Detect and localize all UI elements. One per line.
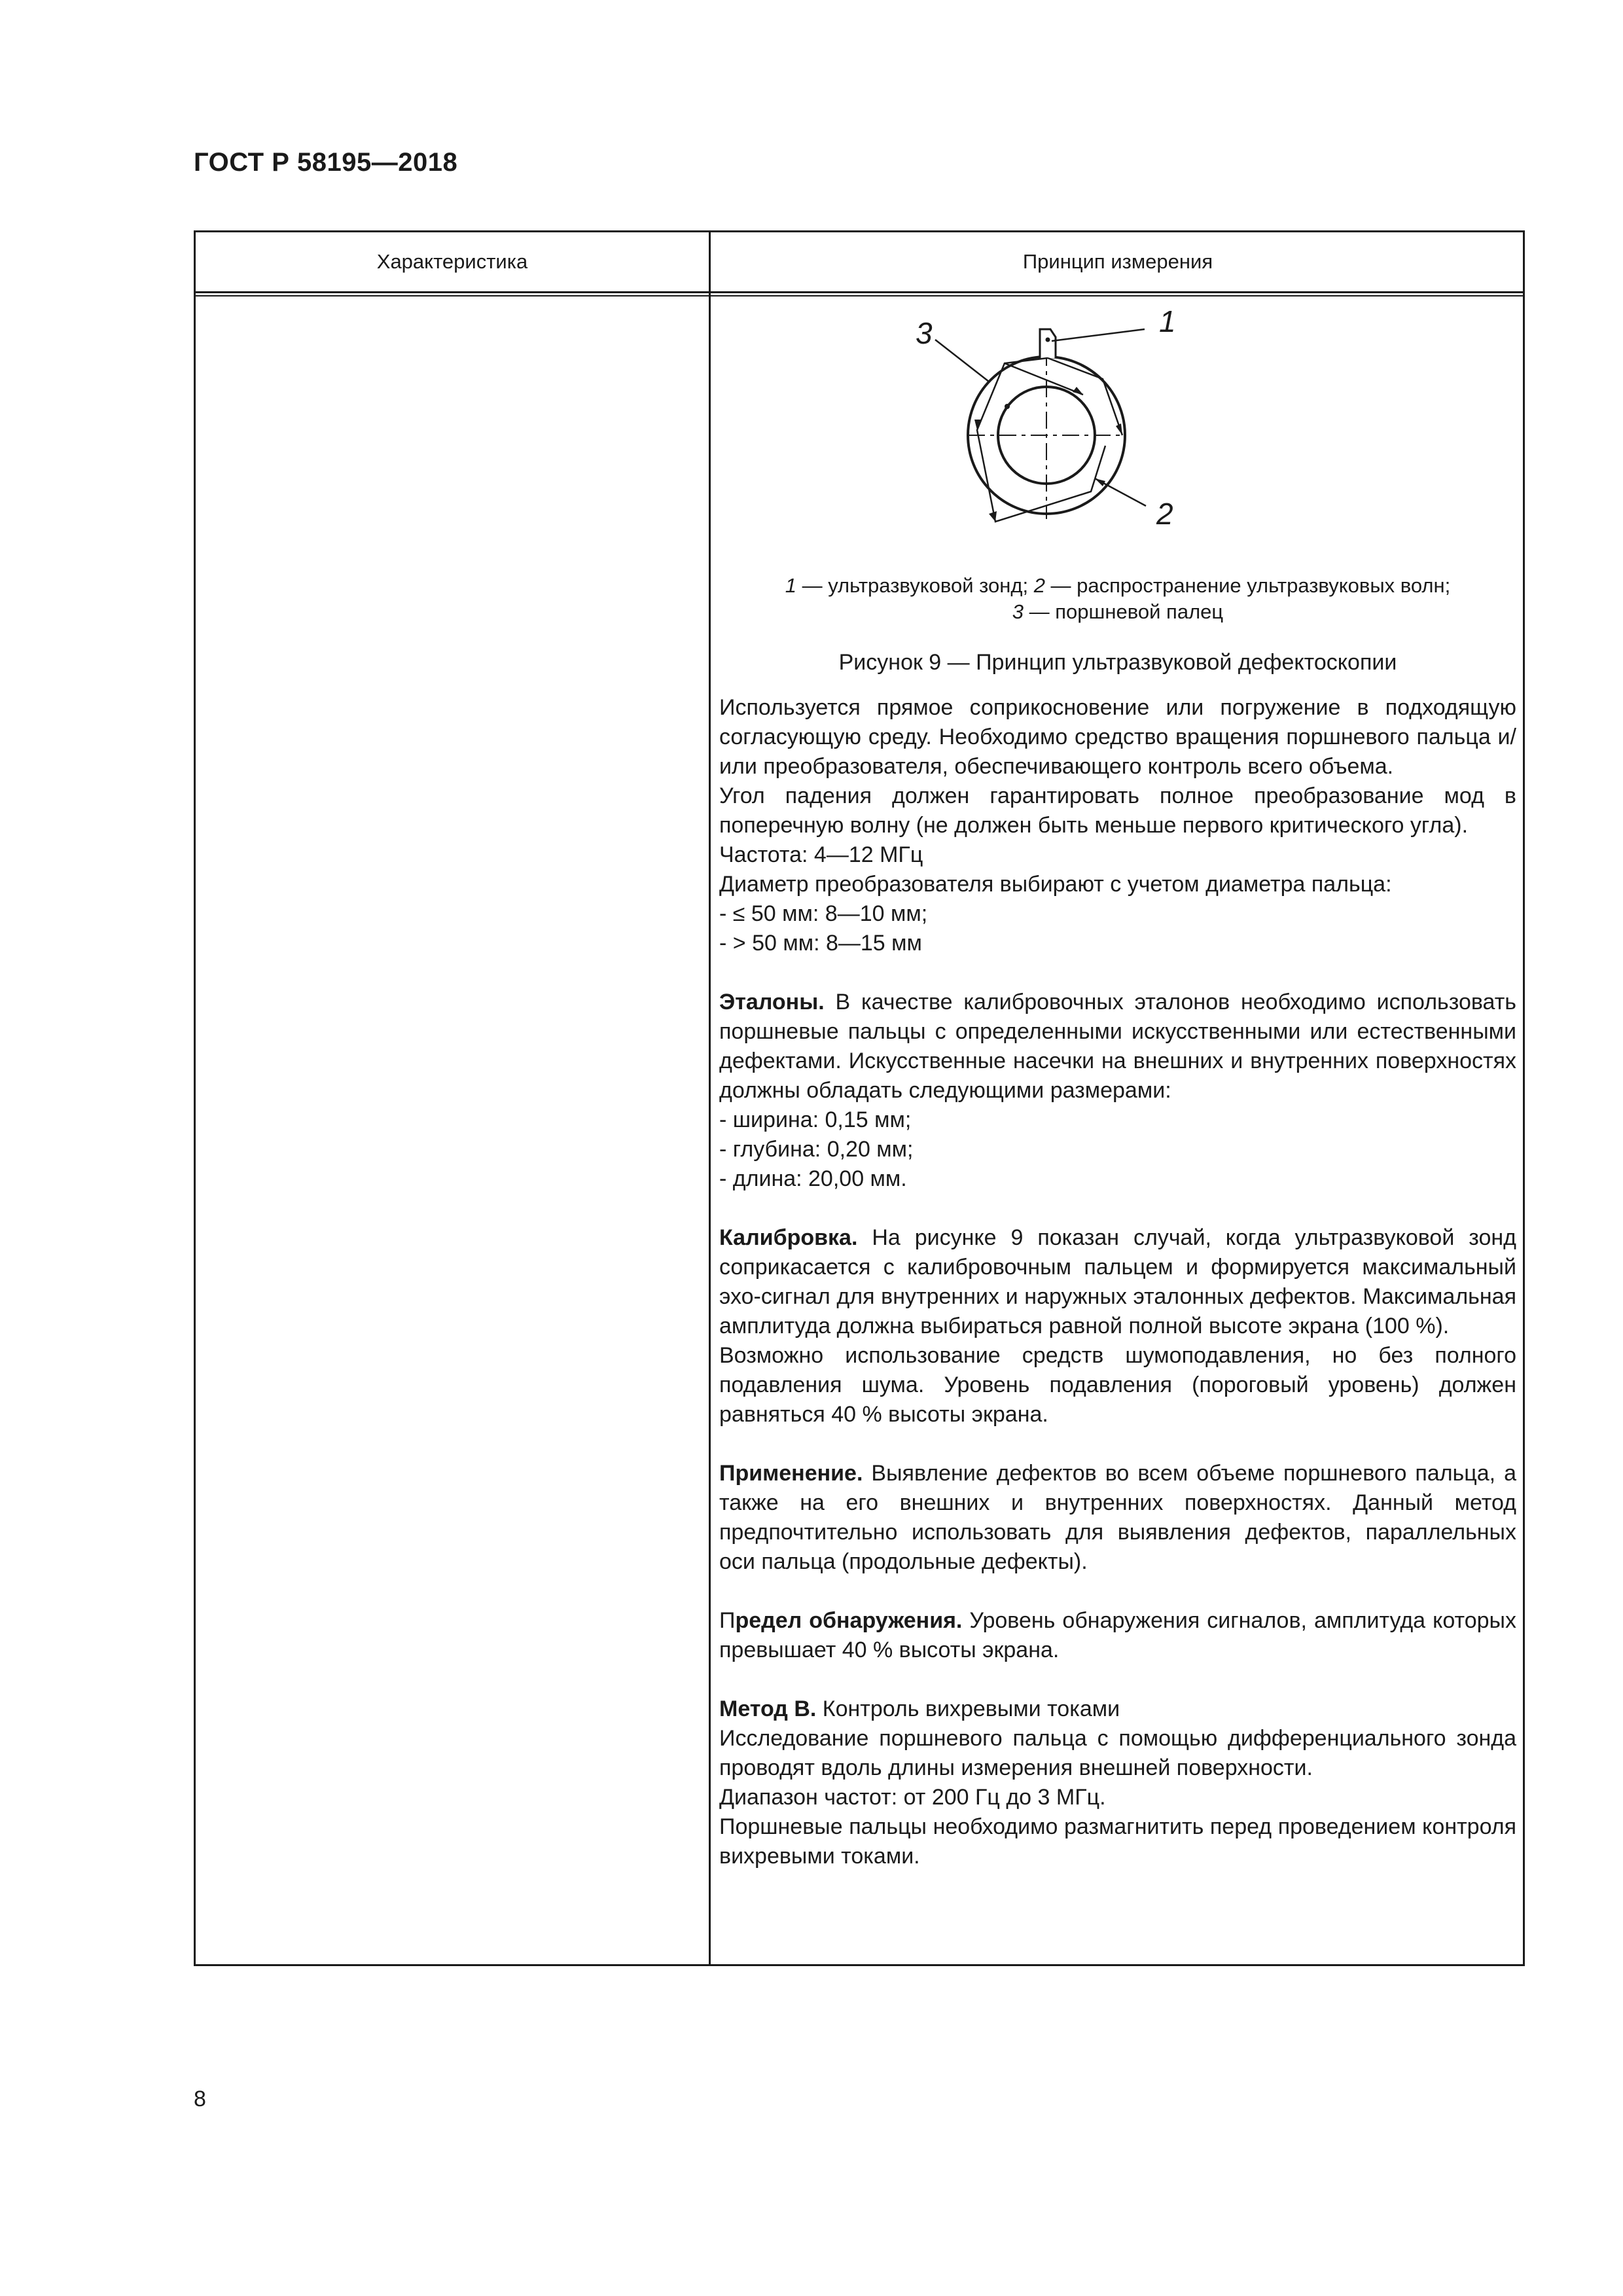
wave-path-3: [1005, 363, 1083, 395]
arrowhead-2: [1116, 423, 1122, 435]
ultrasonic-diagram: [719, 310, 1516, 573]
label-1: 1: [1159, 310, 1176, 338]
paragraph-application: Применение. Выявление дефектов во всем объеме поршневого пальца, а также на его внешних и внутренних поверхностях. Данный метод предпочтительно использовать для выявления дефектов, параллельных оси пальца (продольные дефекты).: [719, 1461, 1516, 1574]
legend-line-2: 3 — поршневой палец: [1012, 600, 1224, 623]
paragraph-angle: Угол падения должен гарантировать полное преобразование мод в поперечную волну (не должен быть меньше первого критического угла).: [719, 783, 1516, 838]
diameter-item-1: - ≤ 50 мм: 8—10 мм;: [719, 901, 928, 926]
leader-line-1: [1052, 329, 1145, 341]
paragraph-etalons: Эталоны. В качестве калибровочных эталонов необходимо использовать поршневые пальцы с определенными искусственными или естественными дефектами. Искусственные насечки на внешних и внутренних поверхностях должны обладать следующими размерами:: [719, 990, 1516, 1103]
arrowhead-5: [1095, 478, 1105, 486]
arrowhead-1: [1073, 387, 1083, 395]
paragraph-method-b-range: Диапазон частот: от 200 Гц до 3 МГц.: [719, 1785, 1106, 1810]
measurement-principle-cell: [719, 310, 1516, 1871]
arrowhead-4: [989, 511, 997, 522]
paragraph-method-b-probe: Исследование поршневого пальца с помощью дифференциального зонда проводят вдоль длины измерения внешней поверхности.: [719, 1726, 1516, 1780]
diameter-item-2: - > 50 мм: 8—15 мм: [719, 931, 922, 956]
probe-dot: [1046, 338, 1050, 342]
leader-line-3: [935, 340, 989, 382]
page-number: 8: [194, 2087, 206, 2111]
pin-dot: [1005, 404, 1010, 409]
table-header-row: [196, 232, 1523, 293]
column-header-characteristic: Характеристика: [376, 250, 528, 273]
header-double-rule: [196, 295, 1523, 296]
figure-title: Рисунок 9 — Принцип ультразвуковой дефектоскопии: [838, 650, 1397, 675]
dimension-width: - ширина: 0,15 мм;: [719, 1107, 912, 1132]
paragraph-method-b: Метод В. Контроль вихревыми токами: [719, 1696, 1120, 1721]
characteristics-table: [194, 230, 1525, 1966]
ultrasonic-probe: [1040, 329, 1056, 358]
piston-pin-diagram: [719, 310, 1516, 573]
label-2: 2: [1156, 497, 1173, 531]
paragraph-contact: Используется прямое соприкосновение или погружение в подходящую согласующую среду. Необходимо средство вращения поршневого пальца и/или преобразователя, обеспечивающего контроль всего объема.: [719, 695, 1516, 779]
dimension-depth: - глубина: 0,20 мм;: [719, 1137, 914, 1162]
diameter-line: Диаметр преобразователя выбирают с учетом диаметра пальца:: [719, 872, 1392, 897]
frequency-line: Частота: 4—12 МГц: [719, 842, 923, 867]
paragraph-detection-limit: Предел обнаружения. Уровень обнаружения сигналов, амплитуда которых превышает 40 % высоты экрана.: [719, 1608, 1516, 1662]
column-divider: [709, 232, 711, 1964]
dimension-length: - длина: 20,00 мм.: [719, 1166, 907, 1191]
paragraph-noise: Возможно использование средств шумоподавления, но без полного подавления шума. Уровень подавления (пороговый уровень) должен равняться 40 % высоты экрана.: [719, 1343, 1516, 1427]
figure-legend: [719, 573, 1516, 625]
legend-line-1: 1 — ультразвуковой зонд; 2 — распространение ультразвуковых волн;: [785, 574, 1451, 597]
principle-description: [719, 693, 1516, 1871]
column-header-measurement-principle: Принцип измерения: [1022, 250, 1213, 273]
label-3: 3: [916, 316, 933, 350]
wave-path-2: [1048, 358, 1122, 435]
document-code: ГОСТ Р 58195—2018: [194, 148, 458, 177]
paragraph-method-b-demagnetize: Поршневые пальцы необходимо размагнитить перед проведением контроля вихревыми токами.: [719, 1814, 1516, 1869]
paragraph-calibration: Калибровка. На рисунке 9 показан случай, когда ультразвуковой зонд соприкасается с калибровочным пальцем и формируется максимальный эхо-сигнал для внутренних и наружных эталонных дефектов. Максимальная амплитуда должна выбираться равной полной высоте экрана (100 %).: [719, 1225, 1516, 1338]
